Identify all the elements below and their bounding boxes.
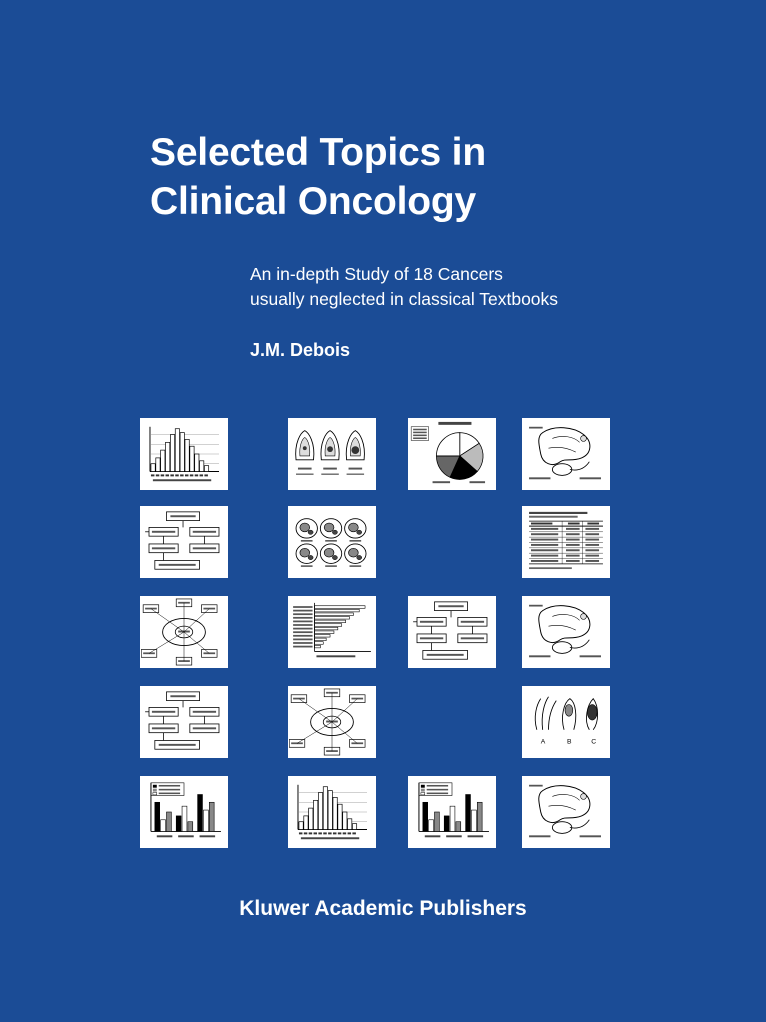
horizontal-bar-chart-thumbnail <box>288 596 376 668</box>
bar-histogram-thumbnail <box>140 418 228 490</box>
flowchart-thumbnail <box>140 506 228 578</box>
survival-bar-chart-thumbnail <box>408 776 496 848</box>
staging-flowchart-thumbnail <box>140 686 228 758</box>
treatment-flowchart-thumbnail <box>408 596 496 668</box>
subtitle <box>250 262 720 312</box>
abc-specimen-thumbnail <box>522 686 610 758</box>
pathway-diagram-thumbnail <box>288 686 376 758</box>
publisher-name: Kluwer Academic Publishers <box>239 897 527 920</box>
author-name: J.M. Debois <box>250 340 351 360</box>
thumbnail-grid <box>140 418 620 858</box>
head-neck-anatomy-thumbnail <box>522 596 610 668</box>
anatomy-stages-thumbnail <box>288 418 376 490</box>
grouped-bar-chart-thumbnail <box>140 776 228 848</box>
title-line-2: Clinical Oncology <box>150 180 476 223</box>
svg-text:C: C <box>591 738 597 746</box>
pie-chart-thumbnail <box>408 418 496 490</box>
svg-text:B: B <box>566 738 572 746</box>
svg-text:A: A <box>540 738 546 746</box>
cell-micrographs-thumbnail <box>288 506 376 578</box>
cross-section-thumbnail <box>522 776 610 848</box>
network-diagram-thumbnail <box>140 596 228 668</box>
subtitle-line-2: usually neglected in classical Textbooks <box>250 289 559 309</box>
title-line-1: Selected Topics in <box>150 131 486 174</box>
page-title <box>150 128 710 226</box>
subtitle-line-1: An in-depth Study of 18 Cancers <box>250 264 503 284</box>
data-table-thumbnail <box>522 506 610 578</box>
organ-diagram-thumbnail <box>522 418 610 490</box>
age-histogram-thumbnail <box>288 776 376 848</box>
